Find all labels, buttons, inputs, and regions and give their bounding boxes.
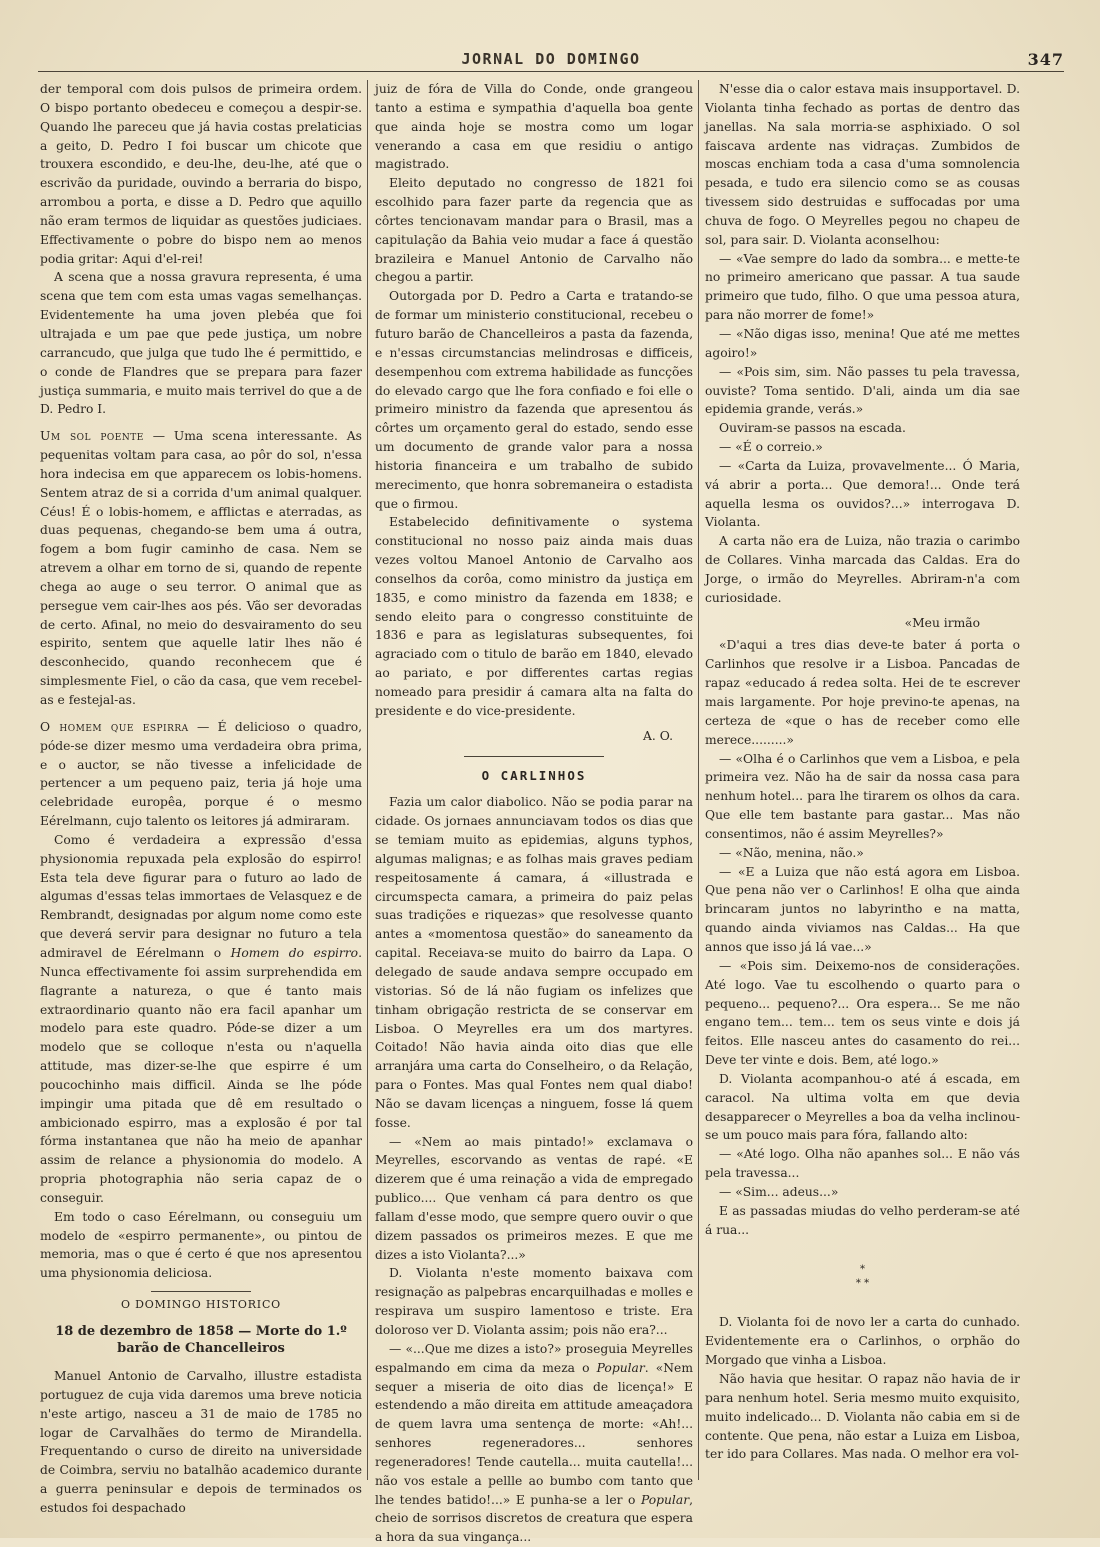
paragraph: Ouviram-se passos na escada.: [719, 421, 906, 436]
column-3: [705, 80, 1020, 1480]
paragraph-body: . Nunca effectivamente foi assim surprehendida em flagrante a natureza, o que é tanto mais extraordinario quanto não era facil apanhar um modelo para este quadro. Póde-se dizer a um modelo que se colloque n'esta ou n'aquella attitude, mas dizer-se-lhe que espirre é um poucochinho mais difficil. Ainda se lhe póde impingir uma pitada que dê em resultado o ambicionado espirro, mas a explosão é por tal fórma instantanea que não ha meio de apanhar assim de relance a physionomia do modelo. A propria photographia não seria capaz de o conseguir.: [40, 945, 362, 1205]
emphasis: Homem do espirro: [230, 945, 359, 960]
signature: A. O.: [643, 728, 673, 743]
paragraph: Eleito deputado no congresso de 1821 foi escolhido para fazer parte da regencia que as côrtes tencionavam mandar para o Brasil, mas a capitulação da Bahia veio mudar a face á questão brazileira e Manuel Antonio de Carvalho não chegou a partir.: [375, 176, 693, 285]
column-1: [40, 80, 363, 1515]
story-title: O CARLINHOS: [481, 767, 587, 783]
column-divider: [698, 80, 699, 1480]
paragraph-body: Como é verdadeira a expressão d'essa physionomia repuxada pela explosão do espirro! Esta tela deve figurar para o futuro ao lado de algumas d'essas telas immortaes de Velasquez e de Rembrandt, designadas por algum nome como este que deverá servir para designar no futuro a tela admiravel de Eérelmann o: [40, 832, 362, 960]
paragraph: — «Não digas isso, menina! Que até me mettes agoiro!»: [705, 326, 1020, 360]
emphasis: Popular: [640, 1492, 690, 1507]
paragraph: — «Nem ao mais pintado!» exclamava o Meyrelles, escorvando as ventas de rapé. «E dizerem que é uma reinação a vida de empregado publico.... Que venham cá para dentro os que fallam d'esse modo, que sempre quero ouvir o que dizem passados os primeiros mezes. E que me dizes a isto Violanta?...»: [375, 1134, 693, 1262]
header-rule: [38, 71, 1064, 72]
asterism: * * *: [855, 1264, 870, 1290]
paragraph: — «Sim... adeus...»: [719, 1184, 839, 1199]
paragraph: D. Violanta n'este momento baixava com resignação as palpebras encarquilhadas e molles e respirava um suspiro lamentoso e triste. Era doloroso ver D. Violanta assim; pois não era?...: [375, 1266, 693, 1337]
paragraph: der temporal com dois pulsos de primeira ordem. O bispo portanto obedeceu e começou a despir-se. Quando lhe pareceu que já havia costas prelaticias a geito, D. Pedro I foi buscar um chicote que trouxera escondido, e deu-lhe, deu-lhe, até que o escrivão da puridade, ouvindo a berraria do bispo, arrombou a porta, e disse a D. Pedro que aquillo não eram termos de liquidar as questões judiciaes. Effectivamente o pobre do bispo nem ao menos podia gritar: Aqui d'el-rei!: [40, 82, 362, 266]
section-rule: [151, 1291, 251, 1292]
paragraph-body: . «Nem sequer a miseria de oito dias de licença!» E estendendo a mão direita em attitude ameaçadora de quem lavra uma sentença de morte: «Ah!... senhores regeneradores... senhores regeneradores! Tende cautella... muita cautella!... não vos estale a pellle ao bumbo com tanto que lhe tendes batido!...» E punha-se a ler o: [375, 1360, 693, 1507]
letter-heading: «Meu irmão: [904, 615, 980, 630]
paragraph-body: — É delicioso o quadro, póde-se dizer mesmo uma verdadeira obra prima, e o auctor, se não tivesse a infelicidade de pertencer a um pequeno paiz, teria já hoje uma celebridade europêa, porque é o mesmo Eérelmann, cujo talento os leitores já admiraram.: [40, 719, 363, 829]
paragraph: [40, 831, 362, 1208]
paragraph: — «Vae sempre do lado da sombra... e mette-te no primeiro americano que passar. A tua saude primeiro que tudo, filho. O que uma pessoa atura, para não morrer de fome!»: [705, 251, 1020, 323]
paragraph-lead: O homem que espirra: [40, 719, 189, 734]
paragraph: E as passadas miudas do velho perderam-se até á rua...: [705, 1203, 1020, 1237]
paragraph-body: , cheio de sorrisos discretos de creatura que espera a hora da sua vingança...: [375, 1492, 693, 1545]
paragraph: D. Violanta acompanhou-o até á escada, em caracol. Na ultima volta em que devia desapparecer o Meyrelles a boa da velha inclinou-se um pouco mais para fóra, fallando alto:: [705, 1071, 1020, 1143]
paragraph: [40, 718, 362, 831]
paragraph: — «É o correio.»: [719, 440, 823, 455]
paragraph: Não havia que hesitar. O rapaz não havia de ir para nenhum hotel. Seria mesmo muito exquisito, muito indelicado... D. Violanta não cabia em si de contente. Que pena, não estar a Luiza em Lisboa, ter ido para Collares. Mas nada. O melhor era vol-: [705, 1372, 1020, 1462]
paragraph: Estabelecido definitivamente o systema constitucional no nosso paiz ainda mais duas vezes voltou Manoel Antonio de Carvalho aos conselhos da corôa, como ministro da justiça em 1835, e como ministro da fazenda em 1838; e sendo eleito para o congresso constituinte de 1836 e para as legislaturas subsequentes, foi agraciado com o titulo de barão em 1840, elevado ao pariato, e por differentes cartas regias nomeado para presidir á camara alta na falta do presidente e do vice-presidente.: [375, 515, 693, 718]
paragraph: Outorgada por D. Pedro a Carta e tratando-se de formar um ministerio constitucional, recebeu o futuro barão de Chancelleiros a pasta da fazenda, e n'essas circumstancias melindrosas e difficeis, desempenhou com extrema habilidade as funcções do elevado cargo que lhe fora confiado e foi elle o primeiro ministro da fazenda que apresentou ás côrtes um orçamento geral do estado, sendo esse um documento de grande valor para a nossa historia financeira e um trabalho de subido merecimento, que honra sobremaneira o estadista que o firmou.: [375, 289, 693, 511]
paragraph: — «Não, menina, não.»: [719, 845, 864, 860]
paragraph-body: — Uma scena interessante. As pequenitas voltam para casa, ao pôr do sol, n'essa hora indecisa em que apparecem os lobis-homens. Sentem atraz de si a corrida d'um animal qualquer. Céus! É o lobis-homem, e afflictas e aterradas, as duas pequenas, chegando-se bem uma á outra, fogem a bom fugir caminho de casa. Nem se atrevem a olhar em torno de si, quando de repente chega ao auge o seu terror. O animal que as persegue vem cair-lhes aos pés. Vão ser devoradas de certo. Afinal, no meio do desvairamento do seu espirito, sentem que aquelle latir lhes não é desconhecido, quando reconhecem que é simplesmente Fiel, o cão da casa, que vem recebel-as e festejal-as.: [40, 429, 362, 707]
paragraph: juiz de fóra de Villa do Conde, onde grangeou tanto a estima e sympathia d'aquella boa gente que ainda hoje se mostra como um logar venerando a casa em que residiu o antigo magistrado.: [375, 82, 693, 172]
paragraph: N'esse dia o calor estava mais insupportavel. D. Violanta tinha fechado as portas de dentro das janellas. Na sala morria-se asphixiado. O sol faiscava ardente nas vidraças. Zumbidos de moscas enchiam toda a casa d'uma somnolencia pesada, e tudo era silencio como se as cousas tivessem sido destruidas e suffocadas por uma chuva de fogo. O Meyrelles pegou no chapeu de sol, para sair. D. Violanta aconselhou:: [705, 82, 1020, 247]
page-number: 347: [1027, 50, 1064, 69]
paragraph-lead: Um sol poente: [40, 429, 144, 444]
paragraph: [40, 427, 362, 710]
page-header: [38, 46, 1064, 74]
paragraph: D. Violanta foi de novo ler a carta do cunhado. Evidentemente era o Carlinhos, o orphão do Morgado que vinha a Lisboa.: [705, 1315, 1020, 1368]
paragraph: «D'aqui a tres dias deve-te bater á porta o Carlinhos que resolve ir a Lisboa. Pancadas de rapaz «educado á redea solta. Hei de te escrever mais largamente. Por hoje previno-te apenas, na certeza de «que o has de receber como elle merece.........»: [705, 638, 1020, 747]
paragraph: A carta não era de Luiza, não trazia o carimbo de Collares. Vinha marcada das Caldas. Era do Jorge, o irmão do Meyrelles. Abriram-n'a com curiosidade.: [705, 534, 1020, 605]
section-rule: [464, 756, 604, 757]
column-divider: [367, 80, 368, 1480]
journal-title: JORNAL DO DOMINGO: [461, 50, 641, 68]
paragraph: Manuel Antonio de Carvalho, illustre estadista portuguez de cuja vida daremos uma breve noticia n'este artigo, nasceu a 31 de maio de 1785 no logar de Carvalhães do termo de Mirandella. Frequentando o curso de direito na universidade de Coimbra, serviu no batalhão academico durante a guerra peninsular e depois de terminados os estudos foi despachado: [40, 1369, 362, 1515]
paragraph: — «Até logo. Olha não apanhes sol... E não vás pela travessa...: [705, 1147, 1020, 1181]
paragraph: [375, 1340, 693, 1547]
paragraph-body: — «...Que me dizes a isto?» proseguia Meyrelles espalmando em cima da meza o: [375, 1341, 693, 1375]
emphasis: Popular: [596, 1360, 645, 1375]
section-label: O DOMINGO HISTORICO: [121, 1298, 281, 1312]
paragraph: — «Pois sim, sim. Não passes tu pela travessa, ouviste? Toma sentido. D'ali, ainda um dia sae epidemia grande, verás.»: [705, 364, 1020, 417]
column-2: [375, 80, 693, 1545]
paragraph: — «E a Luiza que não está agora em Lisboa. Que pena não ver o Carlinhos! E olha que ainda brincaram juntos no labyrintho e na matta, quando ainda viviamos nas Caldas... Ha que annos que isso já lá vae...»: [705, 864, 1020, 954]
paragraph: Fazia um calor diabolico. Não se podia parar na cidade. Os jornaes annunciavam todos os dias que se temiam muito as epidemias, alguns typhos, algumas malignas; e as folhas mais graves pediam respeitosamente á camara, á «illustrada e circumspecta camara, a primeira do paiz pelas suas tradições e riquezas» que resolvesse quanto antes a «momentosa questão» do saneamento da capital. Receiava-se muito do bairro da Lapa. O delegado de saude andava sempre occupado em vistorias. Só de lá não fugiam os infelizes que tinham obrigação restricta de se conservar em Lisboa. O Meyrelles era um dos martyres. Coitado! Não havia ainda oito dias que elle arranjára uma carta do Conselheiro, o da Relação, para o Fontes. Mas qual Fontes nem qual diabo! Não se davam licenças a ninguem, fosse lá quem fosse.: [375, 795, 693, 1130]
paragraph: Em todo o caso Eérelmann, ou conseguiu um modelo de «espirro permanente», ou pintou de memoria, mas o que é certo é que nos apresentou uma physionomia deliciosa.: [40, 1209, 362, 1281]
paragraph: — «Pois sim. Deixemo-nos de considerações. Até logo. Vae tu escolhendo o quarto para o pequeno... pequeno?... Ora espera... Se me não engano tem... tem... tem os seus vinte e dois já feitos. Elle nasceu antes do casamento do rei... Deve ter vinte e dois. Bem, até logo.»: [705, 958, 1020, 1068]
paragraph: — «Carta da Luiza, provavelmente... Ó Maria, vá abrir a porta... Que demora!... Onde terá aquella lesma os ouvidos?...» interrogava D. Violanta.: [705, 458, 1020, 530]
paragraph: A scena que a nossa gravura representa, é uma scena que tem com esta umas vagas semelhanças. Evidentemente ha uma joven plebéa que foi ultrajada e um pae que pede justiça, um nobre carrancudo, que julga que tudo lhe é permittido, e o conde de Flandres que se prepara para fazer justiça summaria, e muito mais terrivel do que a de D. Pedro I.: [40, 270, 362, 417]
date-heading: 18 de dezembro de 1858 — Morte do 1.º barão de Chancelleiros: [55, 1324, 347, 1356]
paragraph: — «Olha é o Carlinhos que vem a Lisboa, e pela primeira vez. Não ha de sair da nossa casa para nenhum hotel... para lhe tirarem os olhos da cara. Que elle tem bastante para gastar... Mas não consentimos, não é assim Meyrelles?»: [705, 751, 1020, 841]
